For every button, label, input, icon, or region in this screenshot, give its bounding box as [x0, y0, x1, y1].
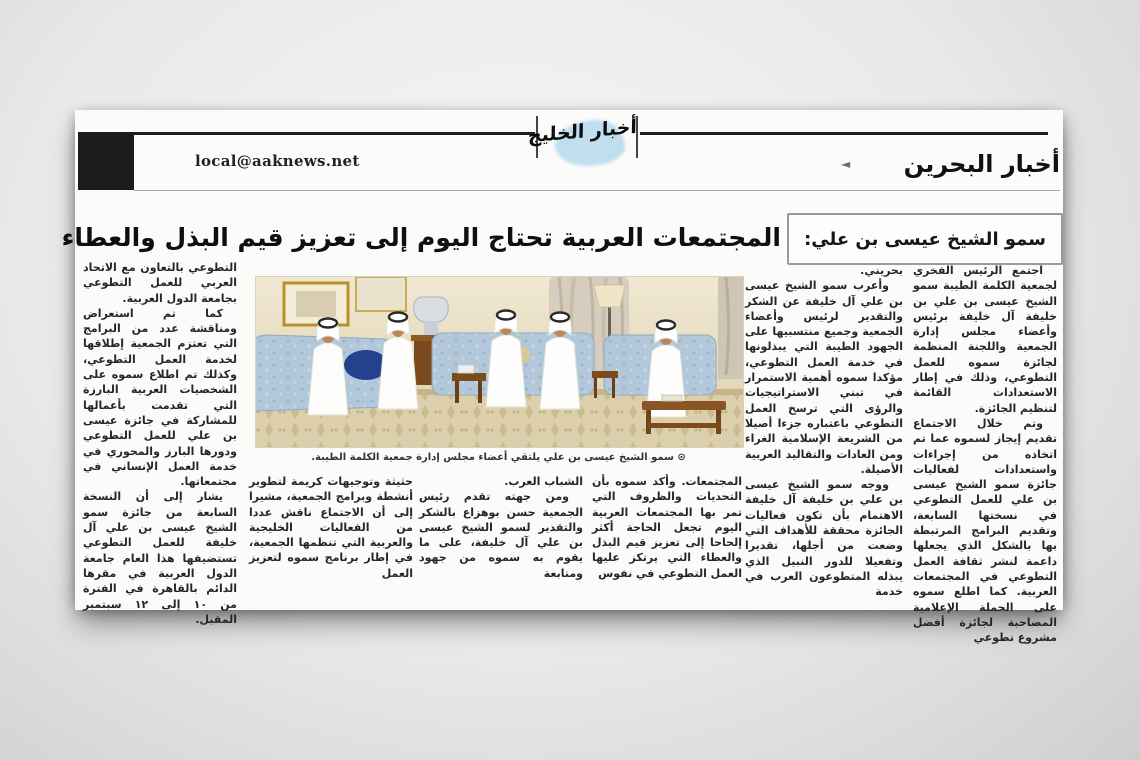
- article-paragraph: ومن جهته تقدم رئيس الجمعية حسن بوهزاع بالشكر والتقدير لسمو الشيخ عيسى بن علي آل خليفة، على ما يقوم به سموه من جهود ومتابعة: [419, 490, 583, 580]
- majlis-photo: [255, 276, 744, 448]
- masthead-black-block: [78, 133, 134, 190]
- article-paragraph: المجتمعات. وأكد سموه بأن التحديات والظروف التي تمر بها المجتمعات العربية اليوم تجعل الحاجة أكثر إلحاحا إلى تعزيز قيم البذل والعطاء التي يرتكز عليها العمل التطوعي في نفوس: [592, 475, 742, 580]
- akhbar-alkhaleej-logo: [527, 106, 638, 168]
- article-column-6: [83, 260, 237, 627]
- article-paragraph: وتم خلال الاجتماع تقديم إيجاز لسموه عما تم اتخاذه من إجراءات واستعدادات لفعاليات جائزة سمو الشيخ عيسى بن علي للعمل التطوعي في نسختها السابعة، وتقديم البرامج المرتبطة بها بالشكل الذي يجعلها داعمة لنشر ثقافة العمل التطوعي في المجتمعات العربية. كما اطلع سموه على الحملة الإعلامية المصاحبة لجائزة أفضل مشروع تطوعي: [913, 416, 1057, 645]
- masthead-rule-left: [78, 132, 535, 135]
- article-paragraph: كما تم استعراض ومناقشة عدد من البرامج التي تعتزم الجمعية إطلاقها لخدمة العمل التطوعي، وكذلك تم اطلاع سموه على الشخصيات العربية البارزة التي تقدمت بأعمالها للمشاركة في جائزة عيسى بن علي للعمل التطوعي ودورها البارز والمحوري في خدمة العمل الإنساني في مجتمعاتها.: [83, 306, 237, 489]
- article-paragraph: التطوعي بالتعاون مع الاتحاد العربي للعمل التطوعي بجامعة الدول العربية.: [83, 261, 237, 305]
- article-column-2: [745, 263, 903, 600]
- masthead-thin-rule: [134, 190, 1060, 191]
- masthead-rule-right: [640, 132, 1048, 135]
- article-column-5: [249, 474, 413, 581]
- photo-caption: ⊙ سمو الشيخ عيسى بن علي يلتقي أعضاء مجلس إدارة جمعية الكلمة الطيبة.: [311, 452, 686, 463]
- article-paragraph: يشار إلى أن النسخة السابعة من جائزة سمو الشيخ عيسى بن علي آل خليفة للعمل التطوعي تستضيفها هذا العام جامعة الدول العربية في مقرها الدائم بالقاهرة في الفترة من ١٠ إلى ١٢ سبتمبر المقبل.: [83, 490, 237, 626]
- article-column-4: [419, 474, 583, 581]
- article-paragraph: وأعرب سمو الشيخ عيسى بن علي آل خليفة عن الشكر والتقدير لرئيس وأعضاء الجمعية وجميع منتسبيها على الجهود الطيبة التي يبذلونها في خدمة العمل التطوعي، مؤكدا سموه أهمية الاستمرار في تبني الاستراتيجيات والرؤى التي ترسخ العمل التطوعي باعتباره جزءا أصيلا من الشريعة الإسلامية الغراء ومن العادات والتقاليد العربية الأصيلة.: [745, 279, 903, 476]
- article-column-3: [592, 474, 742, 581]
- newspaper-clipping: [61, 110, 1063, 645]
- article-paragraph: الشباب العرب.: [504, 475, 583, 488]
- kicker-text: سمو الشيخ عيسى بن علي:: [804, 228, 1046, 250]
- article-paragraph: ووجه سمو الشيخ عيسى بن علي بن خليفة آل خليفة الاهتمام بأن تكون فعاليات الجائزة محققة للأهداف التي وضعت من أجلها، تقديرا وتفعيلا للدور النبيل الذي يبذله المتطوعون العرب في خدمة: [745, 478, 903, 599]
- article-paragraph: بحريني.: [860, 264, 903, 277]
- section-title: أخبار البحرين: [903, 150, 1060, 178]
- logo-text: أخبار الخليج: [527, 115, 638, 148]
- article-paragraph: حثيثة وتوجيهات كريمة لتطوير أنشطة وبرامج الجمعية، مشيرا إلى أن الاجتماع ناقش عددا من الفعاليات الخليجية والعربية التي تنظمها الجمعية، في إطار برنامج سموه لتعزيز العمل: [249, 475, 413, 580]
- article-column-1: [913, 263, 1057, 645]
- majlis-photo-illustration: [256, 277, 743, 447]
- kicker-box: [787, 213, 1063, 265]
- section-header: [835, 144, 1060, 184]
- section-marker-icon: ◄: [841, 157, 851, 171]
- contact-email: local@aaknews.net: [195, 152, 360, 170]
- article-paragraph: اجتمع الرئيس الفخري لجمعية الكلمة الطيبة سمو الشيخ عيسى بن علي بن خليفة آل خليفة برئيس وأعضاء مجلس إدارة الجمعية واللجنة المنظمة لجائزة سموه للعمل التطوعي، وذلك في إطار الاستعدادات القائمة لتنظيم الجائزة.: [913, 264, 1057, 415]
- article-headline: المجتمعات العربية تحتاج اليوم إلى تعزيز قيم البذل والعطاء: [61, 223, 781, 252]
